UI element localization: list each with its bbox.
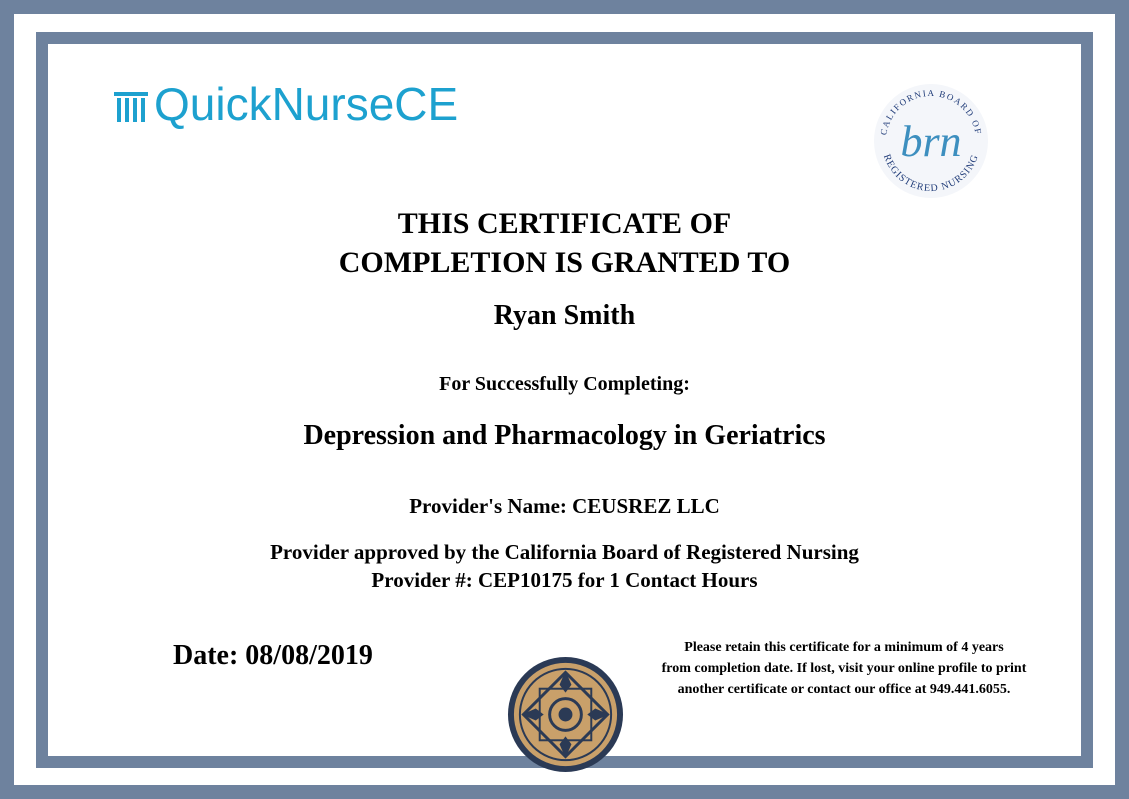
- course-title: Depression and Pharmacology in Geriatrics: [303, 420, 826, 451]
- completion-label: For Successfully Completing:: [439, 373, 690, 395]
- retention-line-3: another certificate or contact our office at 949.441.6055.: [677, 682, 1011, 697]
- provider-number: Provider #: CEP10175 for 1 Contact Hours: [371, 568, 758, 592]
- retention-line-2: from completion date. If lost, visit your online profile to print: [661, 661, 1027, 676]
- provider-name: Provider's Name: CEUSREZ LLC: [409, 494, 720, 518]
- california-board-seal: [872, 82, 990, 200]
- certificate-heading-line2: COMPLETION IS GRANTED TO: [338, 246, 791, 279]
- seal-bottom-text: REGISTERED NURSING: [880, 152, 982, 195]
- completion-date: Date: 08/08/2019: [173, 640, 373, 671]
- provider-approval: Provider approved by the California Board of Registered Nursing: [270, 540, 859, 564]
- retention-line-1: Please retain this certificate for a minimum of 4 years: [684, 640, 1004, 655]
- seal-top-text: CALIFORNIA BOARD OF: [878, 87, 984, 136]
- pillar-icon: [114, 84, 148, 124]
- recipient-name: Ryan Smith: [493, 300, 636, 331]
- quicknursece-logo: [114, 79, 458, 129]
- gold-seal-icon: [506, 655, 625, 774]
- retention-notice: [620, 637, 1068, 700]
- certificate-heading-line1: THIS CERTIFICATE OF: [397, 207, 732, 240]
- brand-name: QuickNurseCE: [154, 78, 459, 130]
- seal-monogram: brn: [900, 117, 962, 166]
